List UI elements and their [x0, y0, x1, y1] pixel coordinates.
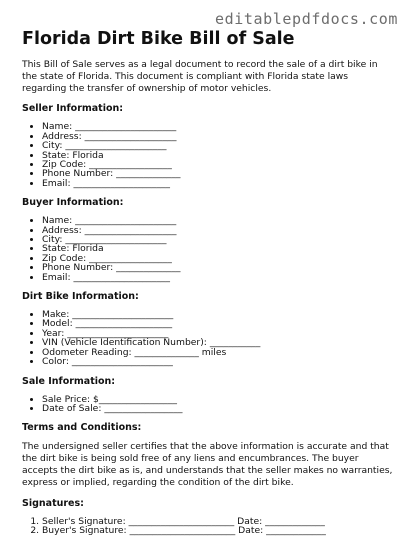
signatures-list [22, 517, 394, 536]
buyer-zip-field: • Zip Code: __________________ [42, 254, 394, 263]
sale-price-field: • Sale Price: $_________________ [42, 395, 394, 404]
terms-paragraph: The undersigned seller certifies that the above information is accurate and that the dirt bike is being sold free of any liens and encumbrances. The buyer accepts the dirt bike as is, and understands that the seller makes no warranties, express or implied, regarding the condition of the dirt bike. [22, 441, 393, 488]
buyer-address-field: • Address: ____________________ [42, 226, 394, 235]
sale-date-field: • Date of Sale: _________________ [42, 404, 394, 413]
seller-zip-field: • Zip Code: __________________ [42, 160, 394, 169]
terms-heading: Terms and Conditions: [22, 422, 142, 434]
document-title: Florida Dirt Bike Bill of Sale [22, 29, 295, 49]
seller-list [22, 122, 394, 188]
seller-phone-field: • Phone Number: ______________ [42, 169, 394, 178]
site-watermark: editablepdfdocs.com [215, 10, 398, 28]
buyer-state-field: • State: Florida [42, 244, 394, 253]
seller-address-field: • Address: ____________________ [42, 132, 394, 141]
bike-make-field: • Make: ______________________ [42, 310, 394, 319]
buyer-email-field: • Email: _____________________ [42, 273, 394, 282]
buyer-name-field: • Name: ______________________ [42, 216, 394, 225]
seller-state-field: • State: Florida [42, 151, 394, 160]
seller-heading: Seller Information: [22, 103, 124, 115]
bike-heading: Dirt Bike Information: [22, 291, 139, 303]
bike-color-field: • Color: ______________________ [42, 357, 394, 366]
signatures-heading: Signatures: [22, 497, 84, 509]
buyer-heading: Buyer Information: [22, 197, 124, 209]
seller-signature-line: 1. Seller's Signature: _______________________ Date: _____________ [42, 517, 394, 526]
sale-heading: Sale Information: [22, 375, 116, 387]
seller-name-field: • Name: ______________________ [42, 122, 394, 131]
buyer-phone-field: • Phone Number: ______________ [42, 263, 394, 272]
intro-paragraph: This Bill of Sale serves as a legal document to record the sale of a dirt bike in the state of Florida. This document is compliant with Florida state laws regarding the transfer of ownership of motor vehicles. [22, 59, 378, 94]
bike-list [22, 310, 394, 366]
bike-odometer-field: • Odometer Reading: ______________ miles [42, 348, 394, 357]
bike-model-field: • Model: _____________________ [42, 319, 394, 328]
bike-year-field: • Year: ______________________ [42, 329, 394, 338]
bike-vin-field: • VIN (Vehicle Identification Number): ___________ [42, 338, 394, 347]
buyer-city-field: • City: ______________________ [42, 235, 394, 244]
document-body [22, 28, 394, 535]
sale-list [22, 395, 394, 414]
buyer-list [22, 216, 394, 282]
seller-email-field: • Email: _____________________ [42, 179, 394, 188]
seller-city-field: • City: ______________________ [42, 141, 394, 150]
buyer-signature-line: 2. Buyer's Signature: _______________________ Date: _____________ [42, 526, 394, 535]
